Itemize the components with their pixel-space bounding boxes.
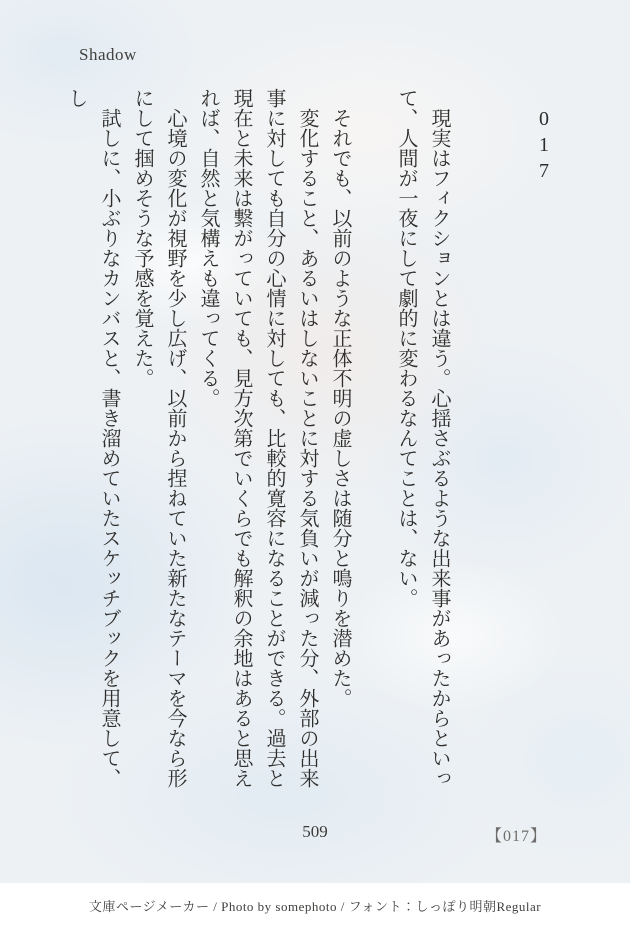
credit-bar	[0, 883, 630, 928]
paragraph-4: 心境の変化が視野を少し広げ、以前から捏ねていた新たなテーマを今なら形にして掴めそうな予感を覚えた。	[131, 88, 186, 788]
paragraph-1: 現実はフィクションとは違う。心揺さぶるような出来事があったからといって、人間が一夜にして劇的に変わるなんてことは、ない。	[395, 88, 450, 788]
page-number: 509	[302, 822, 328, 841]
chapter-number: 017	[533, 108, 555, 186]
vertical-text-block	[59, 88, 560, 802]
credit-text: 文庫ページメーカー / Photo by somephoto / フォント：しっぽり明朝Regular	[88, 899, 542, 914]
paragraph-3: 変化すること、あるいはしないことに対する気負いが減った分、外部の出来事に対しても自分の心情に対しても、比較的寛容になることができる。過去と現在と未来は繋がっていても、見方次第でいくらでも解釈の余地はあると思えれば、自然と気構えも違ってくる。	[197, 88, 318, 788]
section-marker: 【017】	[485, 828, 547, 845]
paragraph-2: それでも、以前のような正体不明の虚しさは随分と鳴りを潜めた。	[329, 108, 351, 708]
running-head-title: Shadow	[79, 45, 137, 64]
paragraph-5: 試しに、小ぶりなカンバスと、書き溜めていたスケッチブックを用意して、し	[65, 88, 120, 788]
